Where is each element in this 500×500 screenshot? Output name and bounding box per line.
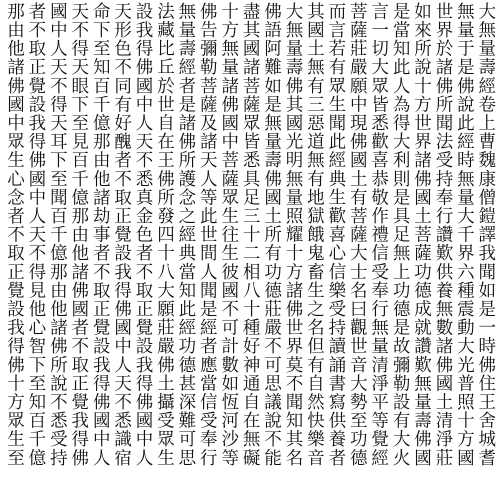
text-column: 無量壽經者是諸佛所護念之經典當知此經功德甚深難可思 xyxy=(175,2,196,467)
text-column: 其國土無有三惡道無有地獄餓鬼畜生之名但有自然快樂音 xyxy=(304,2,325,467)
text-column: 設我得佛國中人天不悉真金色者不取正覺設我得佛國中人 xyxy=(133,2,154,467)
text-column: 是當知此人為得大利則是具足無上功德是故彌勒設有大火 xyxy=(390,2,411,467)
text-column: 佛語阿難如是無量壽佛國土所有功德莊嚴不可思議說不能 xyxy=(261,2,282,467)
text-column: 十方無量諸佛國中菩薩眾生往生彼國不可計數如恆河沙等 xyxy=(218,2,239,467)
text-column: 命下至知百千億那由他諸劫事者不取正覺設我得佛國中人 xyxy=(90,2,111,467)
text-column: 大無量壽佛其國光明無量照耀十方諸佛世界莫不聞知其名 xyxy=(282,2,303,467)
text-column: 那由他諸佛國中眾生心念者不取正覺設我得佛十方眾生至 xyxy=(4,2,25,467)
text-column: 天形色不同有好醜者不取正覺設我得佛國中人天不悉識宿 xyxy=(111,2,132,467)
text-column: 法藏比丘於世自在王佛所發四十八大願莊嚴佛土攝受眾生 xyxy=(154,2,175,467)
text-column: 佛告彌勒菩薩及諸天人等此世間人聞是經者應當信受奉行 xyxy=(197,2,218,467)
text-column: 如來所說十方世界諸佛國土菩薩功德成就讚歎無量壽佛國 xyxy=(411,2,432,467)
text-column: 盡其國諸菩薩眾皆悉具足三十二相八十種好神通自在無礙 xyxy=(240,2,261,467)
text-column: 菩薩莊嚴願中現佛國土有菩薩大士名曰觀世音大勢至功德 xyxy=(347,2,368,467)
text-column: 言一切大眾皆悉歡喜恭敬作禮信受奉行無量清淨平等覺經 xyxy=(368,2,389,467)
text-column: 世界於諸佛所聞法受持奉行讚歎供養無數諸佛國土清淨莊 xyxy=(432,2,453,467)
text-column: 者不取正覺設我得佛國中人天不得見他心智下至知百千億 xyxy=(25,2,46,467)
text-column: 無量于是佛說此經時無量大千界六種震動大光普照十方國 xyxy=(454,2,475,467)
text-column: 而言若有眾生聞此經典生歡喜心信樂受持讀誦書寫供養者 xyxy=(325,2,346,467)
text-column: 天不得天眼下至見百千億那由他諸佛國者不取正覺我得佛 xyxy=(68,2,89,467)
text-column: 國中人天不得天耳下至聞百千億那由他諸佛所說不悉受持 xyxy=(47,2,68,467)
text-column: 大無量壽經卷上曹魏康僧鎧譯我聞如是一時佛住王舍城耆 xyxy=(475,2,496,467)
